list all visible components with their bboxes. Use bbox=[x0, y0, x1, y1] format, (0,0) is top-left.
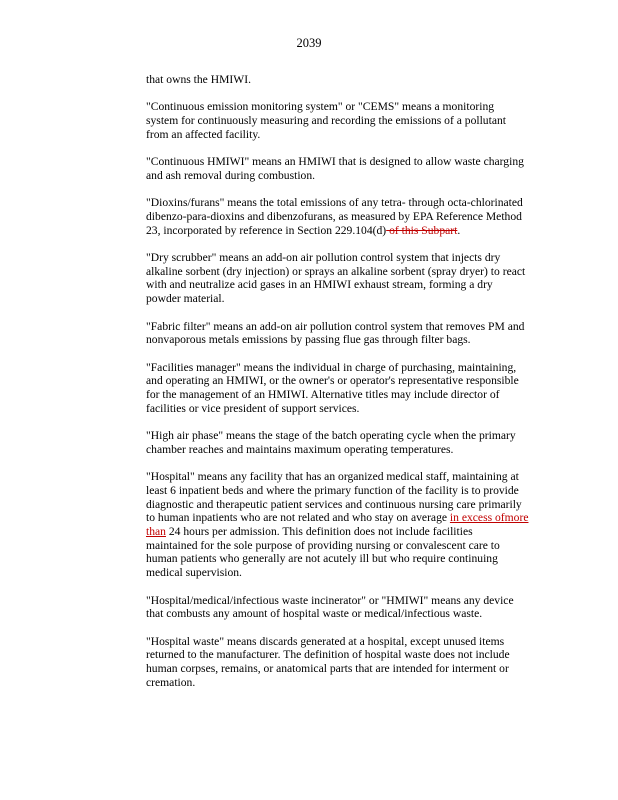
definition-fabric-filter bbox=[146, 320, 556, 347]
text-line: that owns the HMIWI. bbox=[146, 73, 251, 86]
text-line: "Facilities manager" means the individual in charge of purchasing, maintaining, bbox=[146, 360, 517, 374]
text-line: nonvaporous metals emissions by passing flue gas through filter bags. bbox=[146, 333, 471, 347]
paragraph-owns-hmiwi bbox=[146, 73, 556, 87]
text-line: "Continuous emission monitoring system" or "CEMS" means a monitoring bbox=[146, 100, 495, 114]
page-number: 2039 bbox=[296, 36, 322, 50]
definition-hospital-waste bbox=[146, 635, 556, 690]
text-line: "Hospital waste" means discards generated at a hospital, except unused items bbox=[146, 634, 505, 648]
text-line: "Fabric filter" means an add-on air pollution control system that removes PM and bbox=[146, 319, 525, 333]
text-line: returned to the manufacturer. The definition of hospital waste does not include bbox=[146, 648, 510, 662]
text-line: powder material. bbox=[146, 292, 225, 306]
text-line: and ash removal during combustion. bbox=[146, 168, 316, 182]
definition-cems bbox=[146, 100, 556, 141]
text-segment: 24 hours per admission. This definition does not include facilities bbox=[165, 525, 473, 539]
text-line: cremation. bbox=[146, 675, 196, 689]
text-line: facilities or vice president of support services. bbox=[146, 401, 360, 415]
text-line: "Hospital" means any facility that has an organized medical staff, maintaining at bbox=[146, 470, 519, 484]
text-line: "Dry scrubber" means an add-on air pollution control system that injects dry bbox=[146, 251, 501, 265]
inserted-text: than bbox=[146, 525, 166, 539]
text-line: "High air phase" means the stage of the batch operating cycle when the primary bbox=[146, 429, 516, 443]
text-line: human patients who generally are not acutely ill but who require continuing bbox=[146, 552, 498, 566]
text-line: for the management of an HMIWI. Alternative titles may include director of bbox=[146, 388, 500, 402]
text-line: "Hospital/medical/infectious waste incinerator" or "HMIWI" means any device bbox=[146, 593, 514, 607]
text-line: least 6 inpatient beds and where the primary function of the facility is to provide bbox=[146, 483, 519, 497]
inserted-text: more bbox=[504, 511, 529, 525]
text-line: that combusts any amount of hospital waste or medical/infectious waste. bbox=[146, 607, 483, 621]
text-line: maintained for the sole purpose of providing nursing or convalescent care to bbox=[146, 538, 500, 552]
text-line: dibenzo-para-dioxins and dibenzofurans, as measured by EPA Reference Method bbox=[146, 209, 522, 223]
definition-dry-scrubber bbox=[146, 251, 556, 306]
document-body bbox=[146, 73, 556, 703]
text-line-with-revision bbox=[146, 224, 556, 238]
text-line: medical supervision. bbox=[146, 566, 242, 580]
revised-text: in excess of bbox=[449, 511, 505, 525]
text-line: from an affected facility. bbox=[146, 127, 261, 141]
text-line: "Continuous HMIWI" means an HMIWI that is designed to allow waste charging bbox=[146, 155, 524, 169]
text-segment: . bbox=[457, 223, 461, 237]
text-line-with-revision bbox=[146, 511, 556, 525]
text-line: and operating an HMIWI, or the owner's or operator's representative responsible bbox=[146, 374, 519, 388]
text-line: human corpses, remains, or anatomical parts that are intended for interment or bbox=[146, 662, 509, 676]
definition-dioxins-furans bbox=[146, 196, 556, 237]
text-line: diagnostic and therapeutic patient services and continuous nursing care primarily bbox=[146, 497, 522, 511]
text-line-with-revision bbox=[146, 525, 556, 539]
text-line: system for continuously measuring and recording the emissions of a pollutant bbox=[146, 114, 506, 128]
text-line: "Dioxins/furans" means the total emissions of any tetra- through octa-chlorinated bbox=[146, 196, 523, 210]
text-segment: to human inpatients who are not related and who stay on average bbox=[146, 511, 450, 525]
text-line: alkaline sorbent (dry injection) or sprays an alkaline sorbent (spray dryer) to react bbox=[146, 264, 526, 278]
text-segment: 23, incorporated by reference in Section 229.104(d) bbox=[146, 223, 387, 237]
definition-hmiwi bbox=[146, 594, 556, 621]
definition-continuous-hmiwi bbox=[146, 155, 556, 182]
definition-hospital bbox=[146, 470, 556, 580]
definition-high-air-phase bbox=[146, 429, 556, 456]
definition-facilities-manager bbox=[146, 361, 556, 416]
deleted-text: of this Subpart bbox=[386, 223, 458, 237]
text-line: with and neutralize acid gases in an HMIWI exhaust stream, forming a dry bbox=[146, 278, 493, 292]
text-line: chamber reaches and maintains maximum operating temperatures. bbox=[146, 442, 454, 456]
